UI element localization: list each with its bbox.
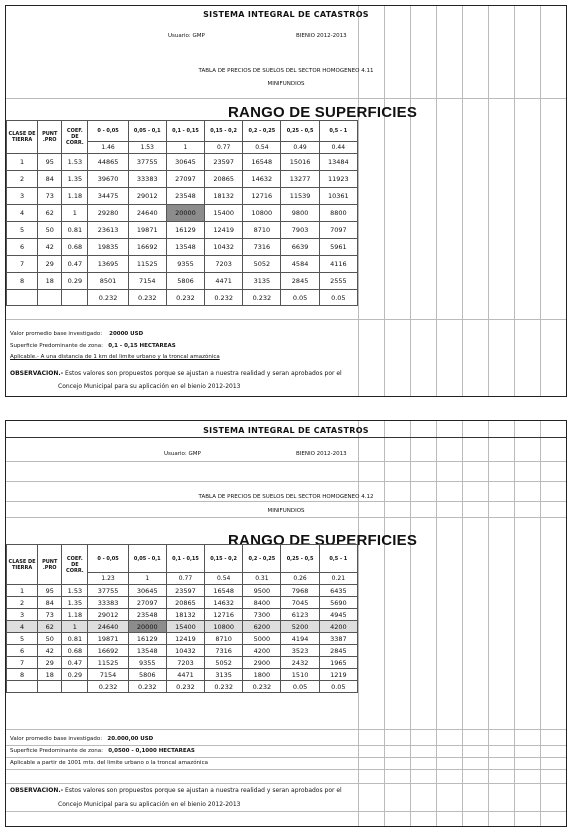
price-cell: 23613	[88, 222, 128, 239]
price-cell: 7203	[205, 256, 243, 273]
price-cell: 27097	[128, 597, 166, 609]
price-cell: 15400	[166, 621, 204, 633]
range-factor: 1.46	[88, 142, 128, 154]
coef-cell: 0.47	[62, 256, 88, 273]
range-header: 0,25 - 0,5	[281, 121, 319, 142]
price-cell: 8800	[319, 205, 357, 222]
punt-cell: 29	[38, 657, 62, 669]
coef-cell: 0.47	[62, 657, 88, 669]
price-row	[7, 633, 358, 645]
price-cell: 6123	[281, 609, 319, 621]
price-cell: 37755	[128, 154, 166, 171]
range-factor: 0.44	[319, 142, 357, 154]
price-cell: 18132	[166, 609, 204, 621]
valor-note	[10, 736, 153, 742]
price-cell: 4471	[205, 273, 243, 290]
usuario-label: Usuario: GMP	[164, 451, 201, 457]
price-cell: 10361	[319, 188, 357, 205]
punt-cell: 73	[38, 188, 62, 205]
bottom-factor: 0.232	[166, 290, 204, 306]
punt-cell: 62	[38, 621, 62, 633]
coef-header: COEF. DE CORR.	[62, 121, 88, 154]
table-subtitle: MINIFUNDIOS	[267, 508, 305, 514]
range-header: 0 - 0,05	[88, 121, 128, 142]
price-cell: 9800	[281, 205, 319, 222]
range-header: 0,2 - 0,25	[243, 545, 281, 573]
bottom-factor: 0.232	[205, 290, 243, 306]
bienio-label: BIENIO 2012-2013	[296, 451, 347, 457]
price-cell: 9355	[128, 657, 166, 669]
range-factor: 1	[128, 573, 166, 585]
bottom-factor: 0.232	[128, 681, 166, 693]
price-cell: 16548	[205, 585, 243, 597]
price-cell: 15016	[281, 154, 319, 171]
price-cell: 5806	[128, 669, 166, 681]
price-cell: 12716	[205, 609, 243, 621]
price-cell: 34475	[88, 188, 128, 205]
superficie-value: 0,0500 - 0,1000 HECTAREAS	[108, 748, 195, 754]
price-cell: 3523	[281, 645, 319, 657]
clase-cell: 3	[7, 609, 38, 621]
punt-cell: 42	[38, 239, 62, 256]
rango-superficies-heading: RANGO DE SUPERFICIES	[228, 104, 418, 121]
clase-header: CLASE DE TIERRA	[7, 545, 38, 585]
punt-header: PUNT .PRO	[38, 121, 62, 154]
bienio-label: BIENIO 2012-2013	[296, 33, 347, 39]
price-cell: 7300	[243, 609, 281, 621]
punt-cell: 18	[38, 273, 62, 290]
rango-superficies-heading: RANGO DE SUPERFICIES	[228, 532, 418, 549]
range-header: 0,05 - 0,1	[128, 545, 166, 573]
price-cell: 7203	[166, 657, 204, 669]
bottom-factor: 0.232	[88, 681, 128, 693]
price-cell: 4116	[319, 256, 357, 273]
bottom-factor-row	[7, 681, 358, 693]
superficie-value: 0,1 - 0,15 HECTAREAS	[108, 343, 176, 349]
range-header: 0 - 0,05	[88, 545, 128, 573]
observacion-text: Estos valores son propuestos porque se ajustan a nuestra realidad y seran aprobados por el	[65, 787, 342, 794]
price-cell: 4194	[281, 633, 319, 645]
price-row	[7, 669, 358, 681]
price-cell: 2432	[281, 657, 319, 669]
clase-cell: 3	[7, 188, 38, 205]
range-factor: 0.31	[243, 573, 281, 585]
price-table-sheet-4-12	[5, 420, 567, 827]
coef-cell: 1.53	[62, 585, 88, 597]
superficie-note	[10, 343, 176, 349]
price-cell: 15400	[205, 205, 243, 222]
clase-cell: 5	[7, 633, 38, 645]
price-cell: 7316	[243, 239, 281, 256]
range-factor: 1	[166, 142, 204, 154]
price-cell: 10800	[243, 205, 281, 222]
price-cell: 24640	[128, 205, 166, 222]
observacion	[10, 370, 342, 377]
price-cell: 7316	[205, 645, 243, 657]
price-cell: 1800	[243, 669, 281, 681]
price-cell: 12716	[243, 188, 281, 205]
observacion-line2: Concejo Municipal para su aplicación en el bienio 2012-2013	[58, 801, 241, 808]
price-cell: 12419	[205, 222, 243, 239]
price-cell: 23597	[205, 154, 243, 171]
price-cell: 11923	[319, 171, 357, 188]
punt-cell: 95	[38, 154, 62, 171]
price-cell: 5690	[319, 597, 357, 609]
coef-cell: 1.35	[62, 171, 88, 188]
price-cell: 4945	[319, 609, 357, 621]
price-cell: 6639	[281, 239, 319, 256]
price-cell: 19871	[88, 633, 128, 645]
price-cell: 3135	[243, 273, 281, 290]
price-row	[7, 171, 358, 188]
base-price-cell: 20000	[166, 205, 204, 222]
price-cell: 13695	[88, 256, 128, 273]
observacion-label: OBSERVACION.-	[10, 370, 64, 377]
price-cell: 13548	[128, 645, 166, 657]
clase-cell: 6	[7, 239, 38, 256]
range-header: 0,05 - 0,1	[128, 121, 166, 142]
coef-cell: 0.68	[62, 645, 88, 657]
aplicable-note: Aplicable.- A una distancia de 1 km del limite urbano y la troncal amazónica	[10, 354, 220, 360]
price-cell: 13548	[166, 239, 204, 256]
price-cell: 7045	[281, 597, 319, 609]
table-title: TABLA DE PRECIOS DE SUELOS DEL SECTOR HOMOGENEO 4.11	[198, 68, 374, 74]
bottom-factor: 0.05	[319, 681, 357, 693]
bottom-factor: 0.232	[128, 290, 166, 306]
price-cell: 30645	[128, 585, 166, 597]
range-header: 0,5 - 1	[319, 121, 357, 142]
bottom-factor: 0.232	[166, 681, 204, 693]
price-cell: 2900	[243, 657, 281, 669]
superficie-label: Superficie Predominante de zona:	[10, 748, 103, 754]
price-cell: 5052	[205, 657, 243, 669]
price-cell: 23548	[166, 188, 204, 205]
price-cell: 9500	[243, 585, 281, 597]
header-row	[7, 545, 358, 573]
price-cell: 23597	[166, 585, 204, 597]
punt-cell: 42	[38, 645, 62, 657]
price-cell: 29012	[88, 609, 128, 621]
superficie-note	[10, 748, 195, 754]
range-factor: 0.49	[281, 142, 319, 154]
price-cell: 16692	[88, 645, 128, 657]
price-row	[7, 154, 358, 171]
price-cell: 33383	[88, 597, 128, 609]
price-cell: 8400	[243, 597, 281, 609]
price-row	[7, 597, 358, 609]
price-cell: 11525	[88, 657, 128, 669]
clase-header: CLASE DE TIERRA	[7, 121, 38, 154]
coef-header: COEF. DE CORR.	[62, 545, 88, 585]
clase-cell: 7	[7, 256, 38, 273]
price-cell: 29280	[88, 205, 128, 222]
clase-cell: 6	[7, 645, 38, 657]
price-cell: 9355	[166, 256, 204, 273]
punt-cell: 50	[38, 633, 62, 645]
clase-cell: 8	[7, 273, 38, 290]
coef-cell: 0.29	[62, 669, 88, 681]
price-cell: 10432	[166, 645, 204, 657]
price-cell: 8501	[88, 273, 128, 290]
price-cell: 6200	[243, 621, 281, 633]
price-row	[7, 273, 358, 290]
bottom-factor: 0.05	[319, 290, 357, 306]
price-cell: 6435	[319, 585, 357, 597]
coef-cell: 1.35	[62, 597, 88, 609]
price-cell: 20865	[205, 171, 243, 188]
observacion	[10, 787, 342, 794]
punt-cell: 95	[38, 585, 62, 597]
price-cell: 27097	[166, 171, 204, 188]
usuario-label: Usuario: GMP	[168, 33, 205, 39]
coef-cell: 1.18	[62, 609, 88, 621]
clase-cell: 7	[7, 657, 38, 669]
punt-cell: 84	[38, 597, 62, 609]
clase-cell: 2	[7, 597, 38, 609]
coef-cell: 0.81	[62, 222, 88, 239]
bottom-factor: 0.232	[88, 290, 128, 306]
bottom-factor: 0.232	[243, 681, 281, 693]
price-cell: 5052	[243, 256, 281, 273]
price-cell: 29012	[128, 188, 166, 205]
price-cell: 2845	[281, 273, 319, 290]
price-cell: 13484	[319, 154, 357, 171]
punt-cell: 29	[38, 256, 62, 273]
price-cell: 5806	[166, 273, 204, 290]
aplicable-note: Aplicable a partir de 1001 mts. del limite urbano o la troncal amazónica	[10, 760, 208, 766]
price-cell: 33383	[128, 171, 166, 188]
price-cell: 16129	[166, 222, 204, 239]
price-cell: 1510	[281, 669, 319, 681]
price-cell: 39670	[88, 171, 128, 188]
valor-label: Valor promedio base investigado:	[10, 736, 103, 742]
clase-cell: 4	[7, 205, 38, 222]
price-cell: 37755	[88, 585, 128, 597]
punt-cell: 18	[38, 669, 62, 681]
bottom-factor: 0.232	[205, 681, 243, 693]
clase-cell: 2	[7, 171, 38, 188]
range-header: 0,15 - 0,2	[205, 121, 243, 142]
coef-cell: 1	[62, 205, 88, 222]
punt-cell: 73	[38, 609, 62, 621]
punt-cell: 62	[38, 205, 62, 222]
range-factor: 0.21	[319, 573, 357, 585]
price-cell: 11525	[128, 256, 166, 273]
range-header: 0,1 - 0,15	[166, 545, 204, 573]
range-factor: 0.77	[166, 573, 204, 585]
coef-cell: 0.81	[62, 633, 88, 645]
observacion-text: Estos valores son propuestos porque se ajustan a nuestra realidad y seran aprobados por el	[65, 370, 342, 377]
price-row	[7, 256, 358, 273]
range-header: 0,5 - 1	[319, 545, 357, 573]
range-header: 0,1 - 0,15	[166, 121, 204, 142]
price-row	[7, 239, 358, 256]
price-cell: 5200	[281, 621, 319, 633]
clase-cell: 1	[7, 585, 38, 597]
bottom-factor-row	[7, 290, 358, 306]
bottom-factor: 0.05	[281, 290, 319, 306]
price-cell: 8710	[205, 633, 243, 645]
price-cell: 18132	[205, 188, 243, 205]
valor-value: 20.000,00 USD	[107, 736, 154, 742]
price-cell: 1219	[319, 669, 357, 681]
price-row	[7, 645, 358, 657]
price-cell: 3387	[319, 633, 357, 645]
range-header: 0,15 - 0,2	[205, 545, 243, 573]
punt-header: PUNT .PRO	[38, 545, 62, 585]
sheet-title: SISTEMA INTEGRAL DE CATASTROS	[203, 426, 369, 435]
price-cell: 3135	[205, 669, 243, 681]
price-cell: 4584	[281, 256, 319, 273]
header-row	[7, 121, 358, 142]
observacion-label: OBSERVACION.-	[10, 787, 64, 794]
price-cell: 2555	[319, 273, 357, 290]
price-cell: 4200	[243, 645, 281, 657]
price-row	[7, 188, 358, 205]
price-row	[7, 585, 358, 597]
price-cell: 2845	[319, 645, 357, 657]
table-subtitle: MINIFUNDIOS	[267, 81, 305, 87]
price-row	[7, 609, 358, 621]
price-cell: 14632	[205, 597, 243, 609]
table-title: TABLA DE PRECIOS DE SUELOS DEL SECTOR HOMOGENEO 4.12	[198, 494, 374, 500]
observacion-line2: Concejo Municipal para su aplicación en el bienio 2012-2013	[58, 383, 241, 390]
price-cell: 10432	[205, 239, 243, 256]
price-cell: 19835	[88, 239, 128, 256]
price-cell: 7097	[319, 222, 357, 239]
price-cell: 44865	[88, 154, 128, 171]
price-cell: 23548	[128, 609, 166, 621]
punt-cell: 50	[38, 222, 62, 239]
range-header: 0,25 - 0,5	[281, 545, 319, 573]
price-cell: 30645	[166, 154, 204, 171]
price-row	[7, 222, 358, 239]
price-cell: 7154	[128, 273, 166, 290]
price-cell: 7154	[88, 669, 128, 681]
range-factor: 1.53	[128, 142, 166, 154]
valor-note	[10, 331, 143, 337]
coef-cell: 1	[62, 621, 88, 633]
sheet-title: SISTEMA INTEGRAL DE CATASTROS	[203, 10, 369, 19]
range-factor: 0.77	[205, 142, 243, 154]
coef-cell: 1.53	[62, 154, 88, 171]
coef-cell: 1.18	[62, 188, 88, 205]
price-cell: 19871	[128, 222, 166, 239]
clase-cell: 5	[7, 222, 38, 239]
base-price-cell: 20000	[128, 621, 166, 633]
price-cell: 7903	[281, 222, 319, 239]
price-cell: 24640	[88, 621, 128, 633]
valor-label: Valor promedio base investigado:	[10, 331, 103, 337]
price-cell: 8710	[243, 222, 281, 239]
clase-cell: 8	[7, 669, 38, 681]
bottom-factor: 0.05	[281, 681, 319, 693]
clase-cell: 4	[7, 621, 38, 633]
range-factor: 0.26	[281, 573, 319, 585]
superficie-label: Superficie Predominante de zona:	[10, 343, 103, 349]
price-row	[7, 657, 358, 669]
price-cell: 5961	[319, 239, 357, 256]
price-cell: 4200	[319, 621, 357, 633]
price-cell: 16692	[128, 239, 166, 256]
coef-cell: 0.29	[62, 273, 88, 290]
range-factor: 0.54	[243, 142, 281, 154]
price-cell: 4471	[166, 669, 204, 681]
clase-cell: 1	[7, 154, 38, 171]
price-table-sheet-4-11	[5, 5, 567, 397]
bottom-factor: 0.232	[243, 290, 281, 306]
price-cell: 13277	[281, 171, 319, 188]
punt-cell: 84	[38, 171, 62, 188]
price-cell: 5000	[243, 633, 281, 645]
price-cell: 7968	[281, 585, 319, 597]
price-cell: 11539	[281, 188, 319, 205]
price-cell: 16129	[128, 633, 166, 645]
price-table	[6, 544, 358, 693]
price-cell: 1965	[319, 657, 357, 669]
coef-cell: 0.68	[62, 239, 88, 256]
price-cell: 14632	[243, 171, 281, 188]
price-cell: 10800	[205, 621, 243, 633]
price-cell: 20865	[166, 597, 204, 609]
price-cell: 12419	[166, 633, 204, 645]
range-factor: 0.54	[205, 573, 243, 585]
price-cell: 16548	[243, 154, 281, 171]
range-factor: 1.23	[88, 573, 128, 585]
price-row	[7, 205, 358, 222]
price-row	[7, 621, 358, 633]
range-header: 0,2 - 0,25	[243, 121, 281, 142]
price-table	[6, 120, 358, 306]
valor-value: 20000 USD	[109, 331, 144, 337]
